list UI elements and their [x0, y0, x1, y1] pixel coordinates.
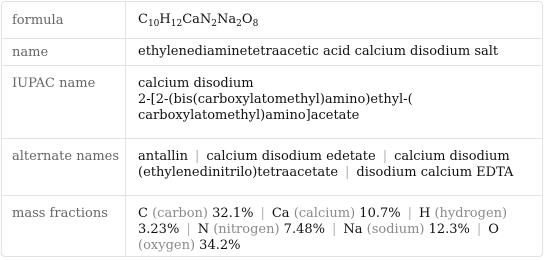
element-symbol: C	[138, 206, 153, 221]
name-label: name	[2, 39, 126, 65]
formula-text: CaN	[182, 12, 212, 27]
alternate-names-value	[126, 139, 542, 195]
element-name: (carbon)	[152, 206, 209, 221]
properties-table	[1, 1, 543, 257]
formula-subscript: 12	[170, 19, 183, 29]
iupac-value	[126, 66, 542, 138]
element-symbol: Ca	[271, 206, 294, 221]
name-value: ethylenediaminetetraacetic acid calcium disodium salt	[138, 44, 499, 59]
formula-text: C	[138, 12, 148, 27]
mass-fractions-value	[126, 196, 542, 257]
formula-text: O	[241, 12, 253, 27]
element-symbol: O	[488, 222, 499, 237]
separator: |	[194, 149, 200, 164]
formula-text: Na	[217, 12, 237, 27]
element-symbol: H	[419, 206, 435, 221]
mass-percent: 32.1%	[208, 206, 254, 221]
formula-text: H	[159, 12, 171, 27]
separator: |	[331, 222, 337, 237]
formula-label: formula	[2, 2, 126, 38]
formula-subscript: 8	[252, 19, 259, 29]
element-name: (oxygen)	[138, 238, 196, 253]
iupac-line: calcium disodium	[138, 76, 254, 91]
formula-subscript: 2	[236, 19, 242, 29]
mass-percent: 34.2%	[195, 238, 241, 253]
separator: |	[476, 222, 482, 237]
alternate-name: disodium calcium EDTA	[356, 165, 514, 180]
iupac-label: IUPAC name	[2, 66, 126, 138]
iupac-line: carboxylatomethyl)amino]acetate	[138, 108, 360, 123]
mass-percent: 7.48%	[279, 222, 325, 237]
row-alternate-names	[2, 139, 542, 196]
element-name: (calcium)	[293, 206, 356, 221]
separator: |	[260, 206, 265, 221]
mass-percent: 12.3%	[424, 222, 470, 237]
separator: |	[186, 222, 191, 237]
separator: |	[407, 206, 412, 221]
alternate-name: calcium disodium (ethylenedinitrilo)tetraacetate	[138, 149, 510, 180]
mass-percent: 3.23%	[138, 222, 180, 237]
row-formula	[2, 2, 542, 39]
alternate-name: calcium disodium edetate	[206, 149, 376, 164]
formula-subscript: 2	[211, 19, 218, 29]
iupac-line: 2-[2-(bis(carboxylatomethyl)amino)ethyl-(	[138, 92, 413, 107]
row-mass-fractions	[2, 196, 542, 257]
element-symbol: Na	[343, 222, 367, 237]
mass-percent: 10.7%	[355, 206, 401, 221]
formula-value	[126, 2, 542, 38]
mass-fractions-label: mass fractions	[2, 196, 126, 257]
element-name: (nitrogen)	[213, 222, 280, 237]
row-name	[2, 39, 542, 66]
chemical-formula	[138, 12, 258, 28]
mass-fraction-list	[138, 206, 536, 254]
alternate-names-label: alternate names	[2, 139, 126, 195]
element-name: (sodium)	[366, 222, 425, 237]
row-iupac	[2, 66, 542, 139]
formula-subscript: 10	[147, 19, 160, 29]
element-name: (hydrogen)	[434, 206, 508, 221]
separator: |	[382, 149, 388, 164]
alternate-name: antallin	[138, 149, 188, 164]
element-symbol: N	[197, 222, 214, 237]
separator: |	[345, 165, 350, 180]
